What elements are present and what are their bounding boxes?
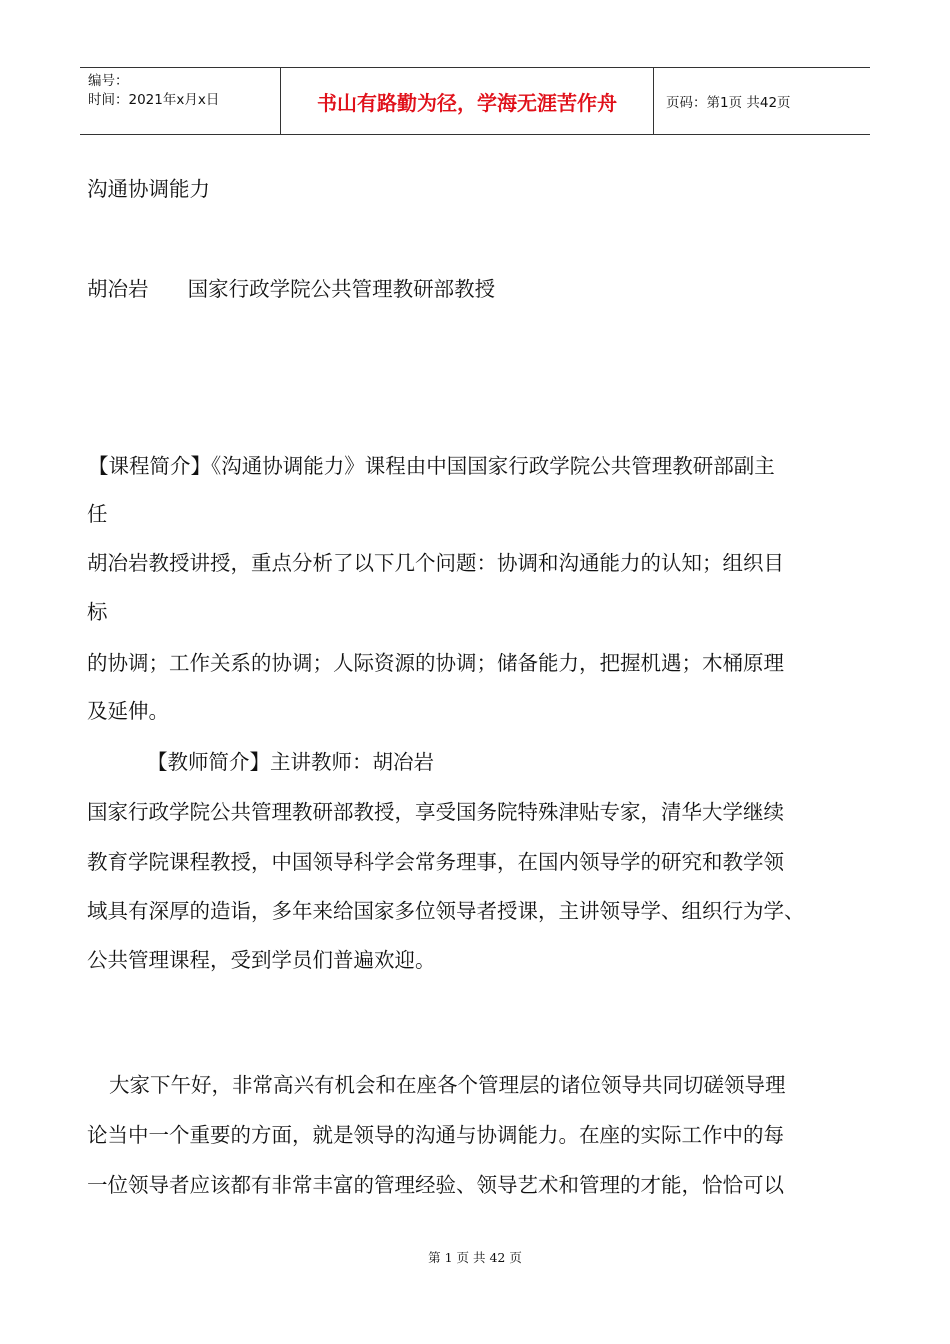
motto-text: 书山有路勤为径，学海无涯苦作舟: [317, 90, 617, 115]
body-line: 公共管理课程，受到学员们普遍欢迎。: [87, 948, 436, 972]
header-page-cell: [654, 68, 870, 134]
document-title: 沟通协调能力: [87, 177, 210, 201]
header-table: [80, 67, 870, 135]
body-line: 胡冶岩教授讲授，重点分析了以下几个问题：协调和沟通能力的认知；组织目: [87, 551, 784, 575]
page-footer: 第 1 页 共 42 页: [428, 1250, 522, 1265]
body-line: 任: [87, 502, 108, 526]
body-line: 【教师简介】主讲教师：胡冶岩: [147, 750, 434, 774]
body-line: 论当中一个重要的方面，就是领导的沟通与协调能力。在座的实际工作中的每: [87, 1123, 784, 1147]
body-line: 教育学院课程教授，中国领导科学会常务理事，在国内领导学的研究和教学领: [87, 850, 784, 874]
body-line: 及延伸。: [87, 699, 169, 723]
body-line: 域具有深厚的造诣，多年来给国家多位领导者授课，主讲领导学、组织行为学、: [87, 899, 805, 923]
body-line: 【课程简介】《沟通协调能力》课程由中国国家行政学院公共管理教研部副主: [88, 454, 775, 478]
page-info: 页码：第1页 共42页: [666, 95, 791, 111]
header-meta-cell: [80, 68, 281, 134]
header-motto-cell: [281, 68, 654, 134]
author-line: 胡冶岩 国家行政学院公共管理教研部教授: [87, 277, 496, 301]
time-label: 时间：2021年x月x日: [88, 92, 220, 108]
body-line: 大家下午好，非常高兴有机会和在座各个管理层的诸位领导共同切磋领导理: [109, 1073, 786, 1097]
body-line: 标: [87, 600, 108, 624]
body-line: 国家行政学院公共管理教研部教授，享受国务院特殊津贴专家，清华大学继续: [87, 800, 784, 824]
body-line: 的协调；工作关系的协调；人际资源的协调；储备能力，把握机遇；木桶原理: [87, 651, 784, 675]
number-label: 编号：: [88, 73, 129, 89]
body-line: 一位领导者应该都有非常丰富的管理经验、领导艺术和管理的才能，恰恰可以: [87, 1173, 784, 1197]
